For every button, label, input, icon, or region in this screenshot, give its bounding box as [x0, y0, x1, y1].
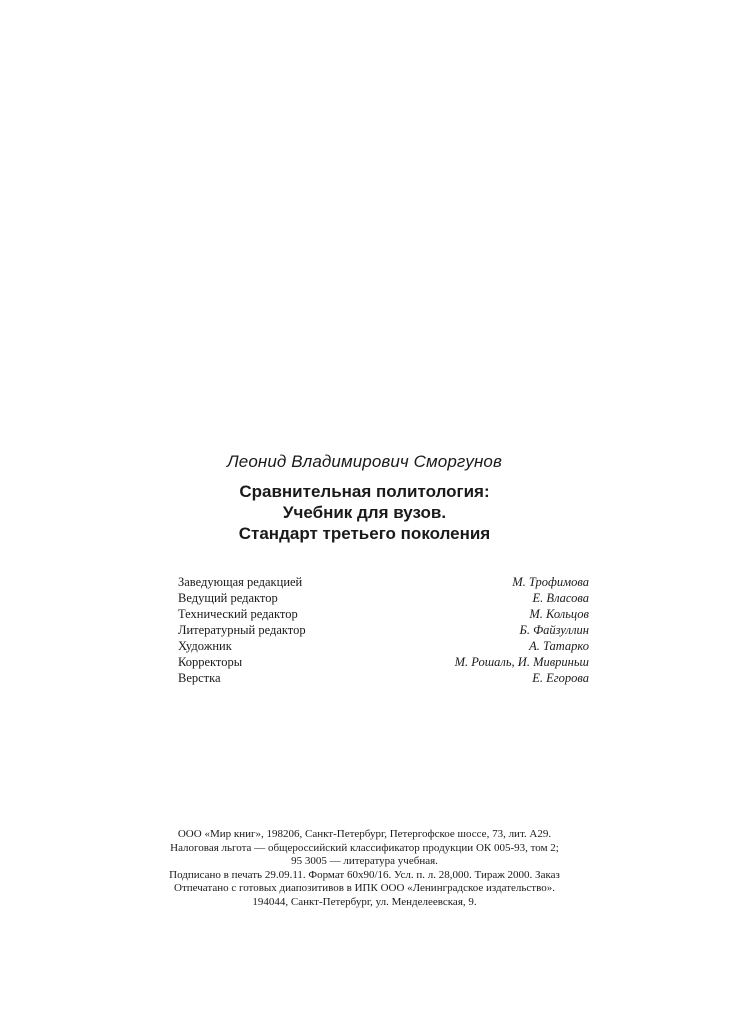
credit-row: [178, 638, 589, 654]
credit-row: [178, 606, 589, 622]
credit-row: [178, 590, 589, 606]
credit-role: Ведущий редактор: [178, 591, 278, 605]
title-line: Сравнительная политология:: [239, 482, 490, 501]
credit-row: [178, 622, 589, 638]
credit-person: М. Кольцов: [529, 607, 589, 621]
credit-person: А. Татарко: [529, 639, 589, 653]
imprint-line: 95 3005 — литература учебная.: [291, 855, 438, 867]
credit-person: М. Рошаль, И. Мивриньш: [454, 655, 589, 669]
credit-role: Корректоры: [178, 655, 243, 669]
imprint-line: Отпечатано с готовых диапозитивов в ИПК ООО «Ленинградское издательство».: [174, 882, 555, 894]
credit-role: Верстка: [178, 671, 221, 685]
credit-row: [178, 670, 589, 686]
imprint-line: Подписано в печать 29.09.11. Формат 60х90/16. Усл. п. л. 28,000. Тираж 2000. Заказ: [169, 868, 560, 881]
credit-role: Технический редактор: [178, 607, 298, 621]
credit-row: [178, 574, 589, 590]
title-line: Учебник для вузов.: [282, 503, 447, 522]
credit-role: Заведующая редакцией: [178, 575, 303, 589]
book-title: [0, 481, 729, 544]
credit-role: Художник: [178, 639, 232, 653]
imprint-block: [0, 828, 729, 909]
credits-list: [178, 574, 589, 686]
imprint-line: 194044, Санкт-Петербург, ул. Менделеевская, 9.: [252, 895, 477, 908]
credit-person: Б. Файзуллин: [519, 623, 589, 637]
imprint-line: Налоговая льгота — общероссийский классификатор продукции ОК 005-93, том 2;: [170, 841, 559, 854]
credit-person: Е. Власова: [532, 591, 589, 605]
imprint-line: ООО «Мир книг», 198206, Санкт-Петербург, Петергофское шоссе, 73, лит. А29.: [177, 828, 552, 840]
credit-person: Е. Егорова: [532, 671, 589, 685]
credit-row: [178, 654, 589, 670]
credit-person: М. Трофимова: [512, 575, 589, 589]
title-line: Стандарт третьего поколения: [238, 524, 491, 543]
credit-role: Литературный редактор: [178, 623, 306, 637]
author-name: Леонид Владимирович Сморгунов: [227, 452, 502, 471]
